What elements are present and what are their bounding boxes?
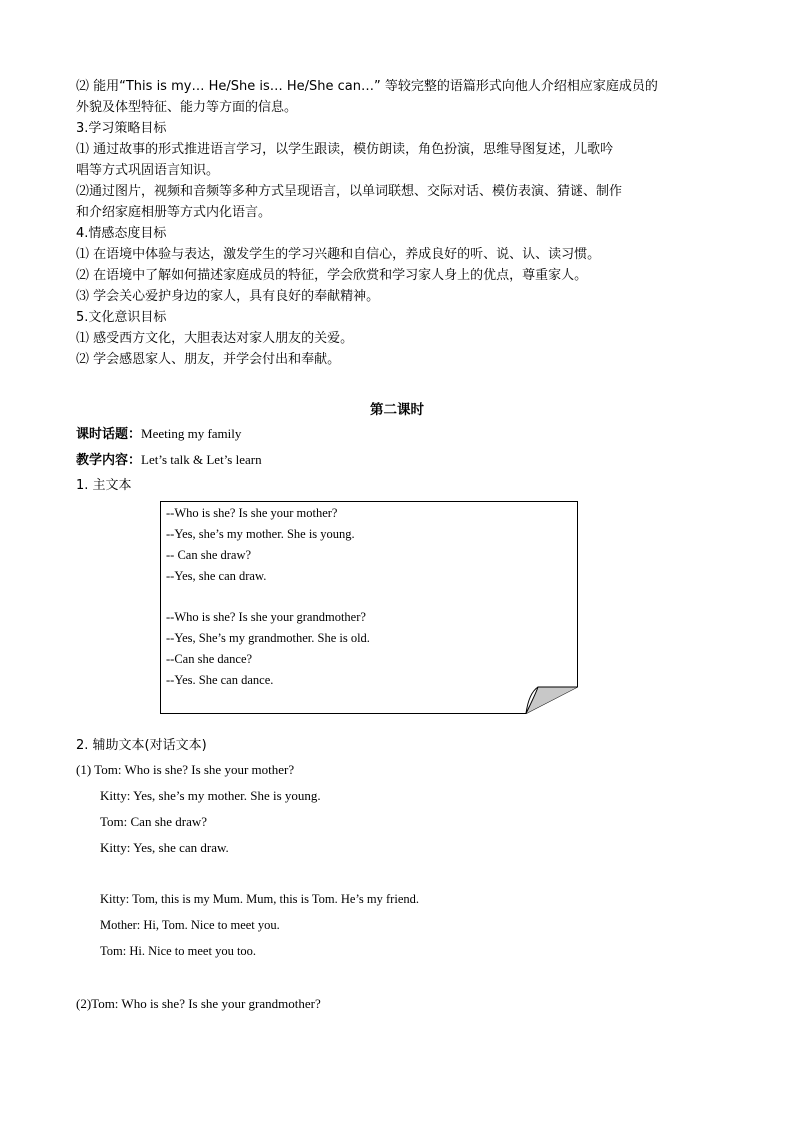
topic-value: Meeting my family: [141, 426, 242, 441]
objective-line: ⑵ 能用“This is my… He/She is… He/She can…” 等较完整的语篇形式向他人介绍相应家庭成员的: [76, 79, 658, 94]
objective-line: ⑴ 在语境中体验与表达，激发学生的学习兴趣和自信心，养成良好的听、说、认、读习惯。: [76, 247, 601, 262]
objective-line: ⑵ 在语境中了解如何描述家庭成员的特征，学会欣赏和学习家人身上的优点，尊重家人。: [76, 268, 588, 283]
section-heading: 4.情感态度目标: [76, 226, 167, 241]
dialogue-line: --Yes. She can dance.: [166, 673, 274, 687]
topic-label: 课时话题：: [76, 427, 142, 442]
objective-line: 唱等方式巩固语言知识。: [76, 163, 220, 178]
dialogue-line: Tom: Can she draw?: [100, 814, 208, 829]
content-label: 教学内容：: [76, 453, 142, 468]
objective-line: ⑴ 通过故事的形式推进语言学习，以学生跟读，模仿朗读，角色扮演，思维导图复述，儿歌吟: [76, 142, 614, 157]
dialogue-line: --Yes, she’s my mother. She is young.: [166, 527, 355, 541]
dialogue-line: -- Can she draw?: [166, 548, 252, 562]
dialogue-line: (2)Tom: Who is she? Is she your grandmother?: [76, 996, 321, 1011]
dialogue-line: --Who is she? Is she your mother?: [166, 506, 338, 520]
main-text-heading: 1. 主文本: [76, 478, 132, 493]
dialogue-line: Kitty: Yes, she can draw.: [100, 840, 229, 855]
lesson-content: [76, 450, 748, 471]
aux-text-heading: 2. 辅助文本(对话文本): [76, 738, 207, 753]
section-heading: 3.学习策略目标: [76, 121, 167, 136]
main-text-box: [160, 501, 578, 714]
dialogue-line: Kitty: Tom, this is my Mum. Mum, this is Tom. He’s my friend.: [100, 892, 419, 906]
objective-line: ⑴ 感受西方文化，大胆表达对家人朋友的关爱。: [76, 331, 354, 346]
objective-line: ⑶ 学会关心爱护身边的家人，具有良好的奉献精神。: [76, 289, 380, 304]
dialogue-line: (1) Tom: Who is she? Is she your mother?: [76, 762, 295, 777]
dialogue-line: --Who is she? Is she your grandmother?: [166, 610, 366, 624]
dialogue-line: --Yes, she can draw.: [166, 569, 267, 583]
objective-line: ⑵通过图片，视频和音频等多种方式呈现语言，以单词联想、交际对话、模仿表演、猜谜、制作: [76, 184, 623, 199]
dialogue-line: Kitty: Yes, she’s my mother. She is young.: [100, 788, 321, 803]
objective-line: 和介绍家庭相册等方式内化语言。: [76, 205, 272, 220]
content-value: Let’s talk & Let’s learn: [141, 452, 262, 467]
dialogue-line: --Yes, She’s my grandmother. She is old.: [166, 631, 370, 645]
section-heading: 5.文化意识目标: [76, 310, 167, 325]
objective-line: 外貌及体型特征、能力等方面的信息。: [76, 100, 298, 115]
lesson-title: 第二课时: [370, 402, 424, 418]
dialogue-line: --Can she dance?: [166, 652, 253, 666]
objective-line: ⑵ 学会感恩家人、朋友，并学会付出和奉献。: [76, 352, 341, 367]
dialogue-line: Mother: Hi, Tom. Nice to meet you.: [100, 918, 280, 932]
dialogue-line: Tom: Hi. Nice to meet you too.: [100, 944, 257, 958]
lesson-topic: [76, 424, 748, 445]
